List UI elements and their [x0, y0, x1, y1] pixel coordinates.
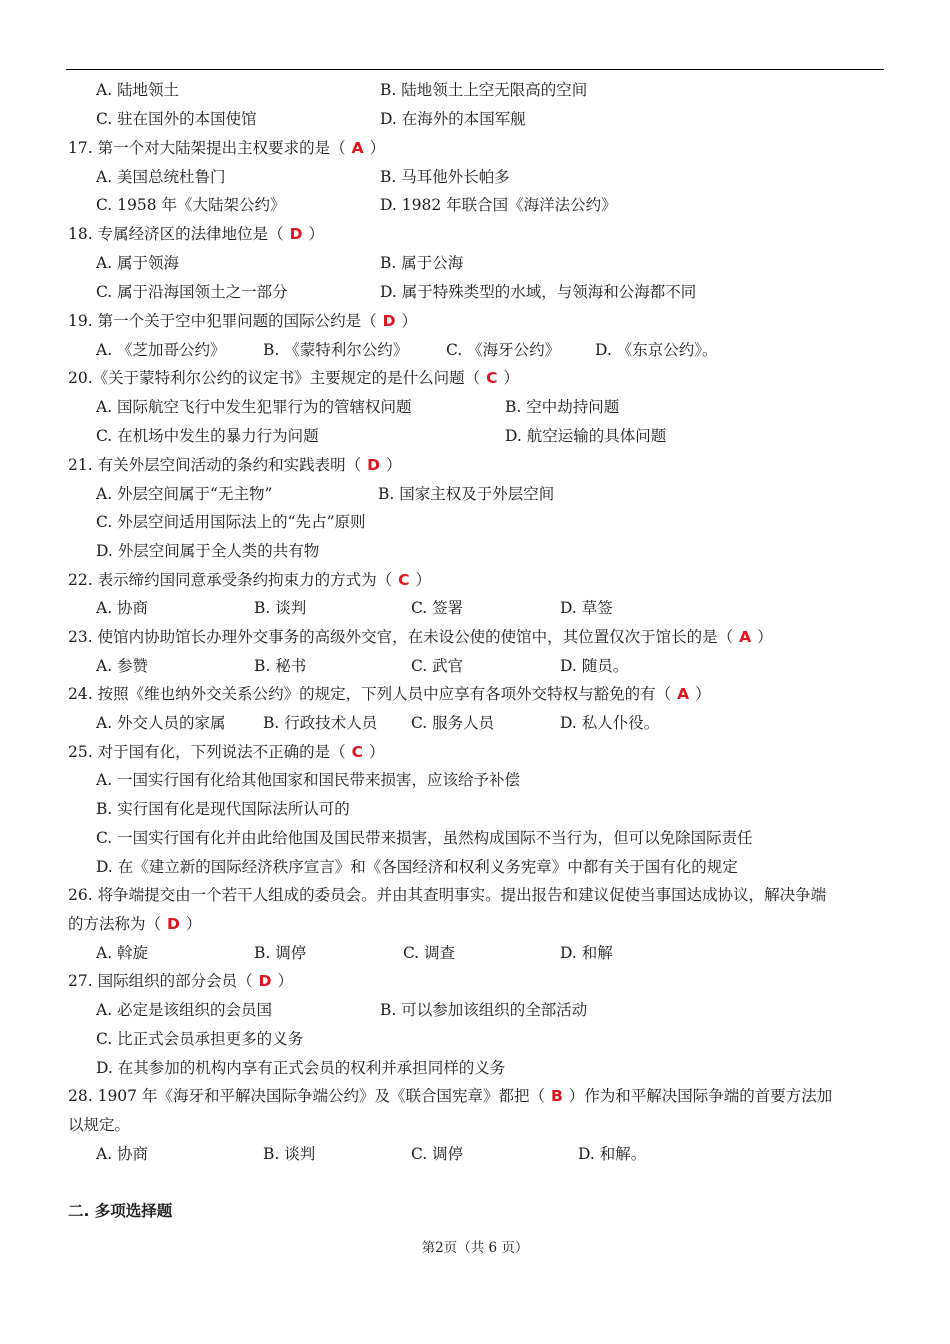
q16-option-d: D. 在海外的本国军舰 — [380, 110, 526, 128]
q20-option-d: D. 航空运输的具体问题 — [505, 427, 667, 445]
q17-option-b: B. 马耳他外长帕多 — [380, 168, 510, 186]
q22-stem: 22. 表示缔约国同意承受条约拘束力的方式为（ C ） — [68, 571, 431, 589]
q21-option-b: B. 国家主权及于外层空间 — [378, 485, 555, 503]
q23-option-d: D. 随员。 — [560, 657, 629, 675]
q22-answer: C — [398, 571, 410, 589]
q25-answer: C — [351, 743, 363, 761]
q22-option-d: D. 草签 — [560, 599, 613, 617]
q20-option-a: A. 国际航空飞行中发生犯罪行为的管辖权问题 — [96, 398, 412, 416]
q21-option-a: A. 外层空间属于“无主物” — [96, 485, 273, 503]
q27-option-c: C. 比正式会员承担更多的义务 — [96, 1030, 304, 1048]
q28-answer: B — [550, 1087, 563, 1105]
q27-option-b: B. 可以参加该组织的全部活动 — [380, 1001, 588, 1019]
q27-option-a: A. 必定是该组织的会员国 — [96, 1001, 273, 1019]
q23-stem: 23. 使馆内协助馆长办理外交事务的高级外交官，在未设公使的使馆中，其位置仅次于馆长的是（ A ） — [68, 628, 773, 646]
q20-option-b: B. 空中劫持问题 — [505, 398, 620, 416]
q24-option-b: B. 行政技术人员 — [263, 714, 378, 732]
q21-stem: 21. 有关外层空间活动的条约和实践表明（ D ） — [68, 456, 402, 474]
q19-answer: D — [382, 312, 396, 330]
q26-option-c: C. 调查 — [403, 944, 456, 962]
q22-option-c: C. 签署 — [411, 599, 464, 617]
q20-stem: 20.《关于蒙特利尔公约的议定书》主要规定的是什么问题（ C ） — [68, 369, 520, 387]
q16-option-c: C. 驻在国外的本国使馆 — [96, 110, 257, 128]
q19-option-c: C. 《海牙公约》 — [446, 341, 561, 359]
q17-stem: 17. 第一个对大陆架提出主权要求的是（ A ） — [68, 139, 386, 157]
q23-answer: A — [739, 628, 752, 646]
q17-option-a: A. 美国总统杜鲁门 — [96, 168, 226, 186]
q26-option-a: A. 斡旋 — [96, 944, 149, 962]
q24-option-d: D. 私人仆役。 — [560, 714, 660, 732]
q18-option-c: C. 属于沿海国领土之一部分 — [96, 283, 288, 301]
q25-option-a: A. 一国实行国有化给其他国家和国民带来损害，应该给予补偿 — [96, 771, 521, 789]
q21-option-c: C. 外层空间适用国际法上的“先占”原则 — [96, 513, 366, 531]
q18-answer: D — [289, 225, 303, 243]
q23-option-b: B. 秘书 — [254, 657, 307, 675]
q19-stem: 19. 第一个关于空中犯罪问题的国际公约是（ D ） — [68, 312, 417, 330]
q17-option-c: C. 1958 年《大陆架公约》 — [96, 196, 286, 214]
q25-option-b: B. 实行国有化是现代国际法所认可的 — [96, 800, 350, 818]
q26-stem-line2: 的方法称为（ D ） — [68, 915, 202, 933]
q21-answer: D — [367, 456, 380, 474]
q25-option-c: C. 一国实行国有化并由此给他国及国民带来损害，虽然构成国际不当行为，但可以免除国际责任 — [96, 829, 753, 847]
q16-option-b: B. 陆地领土上空无限高的空间 — [380, 81, 588, 99]
q18-option-a: A. 属于领海 — [96, 254, 180, 272]
q24-option-a: A. 外交人员的家属 — [96, 714, 226, 732]
q28-option-a: A. 协商 — [96, 1145, 149, 1163]
q26-stem-line1: 26. 将争端提交由一个若干人组成的委员会。并由其查明事实。提出报告和建议促使当事国达成协议，解决争端 — [68, 886, 827, 904]
q19-option-d: D. 《东京公约》。 — [595, 341, 718, 359]
q19-option-a: A. 《芝加哥公约》 — [96, 341, 226, 359]
page-footer: 第2页（共 6 页） — [421, 1240, 529, 1256]
q19-option-b: B. 《蒙特利尔公约》 — [263, 341, 409, 359]
q28-option-d: D. 和解。 — [578, 1145, 647, 1163]
header-rule — [66, 69, 884, 70]
q27-option-d: D. 在其参加的机构内享有正式会员的权利并承担同样的义务 — [96, 1059, 506, 1077]
q20-option-c: C. 在机场中发生的暴力行为问题 — [96, 427, 319, 445]
q25-option-d: D. 在《建立新的国际经济秩序宣言》和《各国经济和权利义务宪章》中都有关于国有化的规定 — [96, 858, 738, 876]
q16-option-a: A. 陆地领土 — [96, 81, 180, 99]
q28-option-b: B. 谈判 — [263, 1145, 316, 1163]
section-heading-multiple-choice: 二. 多项选择题 — [68, 1202, 173, 1220]
q24-stem: 24. 按照《维也纳外交关系公约》的规定，下列人员中应享有各项外交特权与豁免的有（ A ） — [68, 685, 711, 703]
q18-stem: 18. 专属经济区的法律地位是（ D ） — [68, 225, 324, 243]
q18-option-b: B. 属于公海 — [380, 254, 464, 272]
q20-answer: C — [486, 369, 498, 387]
q27-stem: 27. 国际组织的部分会员（ D ） — [68, 972, 293, 990]
q24-option-c: C. 服务人员 — [411, 714, 495, 732]
q28-stem-line1: 28. 1907 年《海牙和平解决国际争端公约》及《联合国宪章》都把（ B ）作为和平解决国际争端的首要方法加 — [68, 1087, 833, 1105]
q22-option-a: A. 协商 — [96, 599, 149, 617]
q28-option-c: C. 调停 — [411, 1145, 464, 1163]
q18-option-d: D. 属于特殊类型的水域，与领海和公海都不同 — [380, 283, 697, 301]
q27-answer: D — [258, 972, 272, 990]
q21-option-d: D. 外层空间属于全人类的共有物 — [96, 542, 320, 560]
q23-option-c: C. 武官 — [411, 657, 464, 675]
q17-option-d: D. 1982 年联合国《海洋法公约》 — [380, 196, 617, 214]
q26-option-d: D. 和解 — [560, 944, 613, 962]
q28-stem-line2: 以规定。 — [68, 1116, 131, 1134]
q26-answer: D — [167, 915, 180, 933]
q25-stem: 25. 对于国有化，下列说法不正确的是（ C ） — [68, 743, 385, 761]
q26-option-b: B. 调停 — [254, 944, 307, 962]
q24-answer: A — [677, 685, 690, 703]
q17-answer: A — [351, 139, 364, 157]
q23-option-a: A. 参赞 — [96, 657, 149, 675]
q22-option-b: B. 谈判 — [254, 599, 307, 617]
